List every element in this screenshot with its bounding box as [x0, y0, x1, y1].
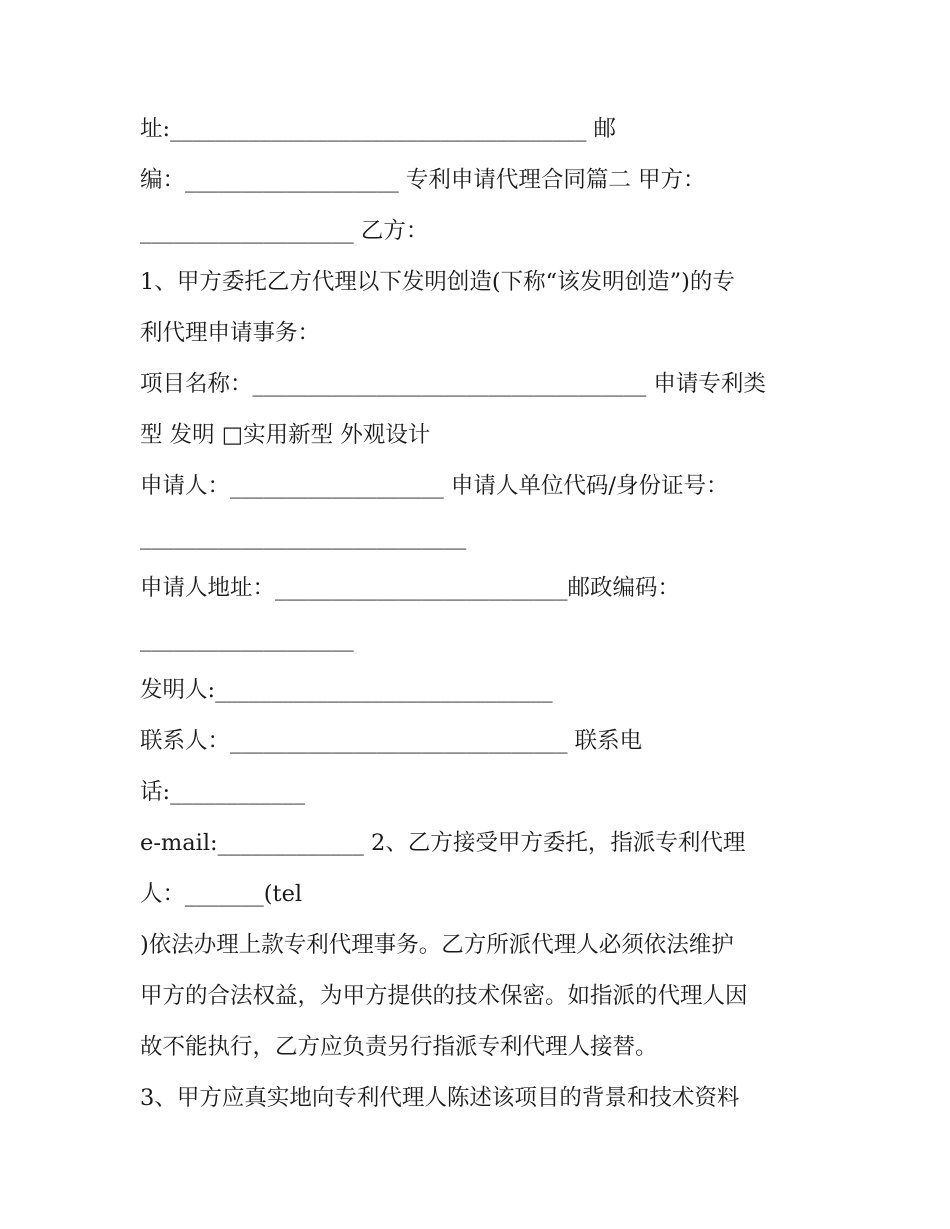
text-line: 话:____________: [140, 779, 306, 805]
text-line: 故不能执行，乙方应负责另行指派专利代理人接替。: [140, 1034, 658, 1060]
text-line: 项目名称：___________________________________ 申请专利类: [140, 371, 766, 397]
text-line: 利代理申请事务：: [140, 320, 321, 346]
text-line: 1、甲方委托乙方代理以下发明创造(下称“该发明创造”)的专: [140, 269, 735, 295]
text-line: 发明人:______________________________: [140, 677, 553, 703]
text-line: 联系人：______________________________ 联系电: [140, 728, 643, 754]
text-line: _____________________________: [140, 524, 467, 550]
text-line: )依法办理上款专利代理事务。乙方所派代理人必须依法维护: [140, 932, 734, 958]
text-line: 申请人地址：__________________________邮政编码：: [140, 575, 681, 601]
text-line: 址:_____________________________________ 邮: [140, 116, 616, 142]
contract-text: [140, 104, 820, 1124]
text-line: 甲方的合法权益，为甲方提供的技术保密。如指派的代理人因: [140, 983, 748, 1009]
text-line: 3、甲方应真实地向专利代理人陈述该项目的背景和技术资料: [140, 1085, 740, 1111]
text-line: ___________________: [140, 626, 354, 652]
text-line: e-mail:_____________ 2、乙方接受甲方委托，指派专利代理: [140, 830, 746, 856]
text-line: 型 发明 □实用新型 外观设计: [140, 422, 431, 448]
text-line: 编：___________________ 专利申请代理合同篇二 甲方：: [140, 167, 706, 193]
text-line: ___________________ 乙方：: [140, 218, 429, 244]
text-line: 人：_______(tel: [140, 881, 303, 907]
text-line: 申请人：___________________ 申请人单位代码/身份证号：: [140, 473, 729, 499]
